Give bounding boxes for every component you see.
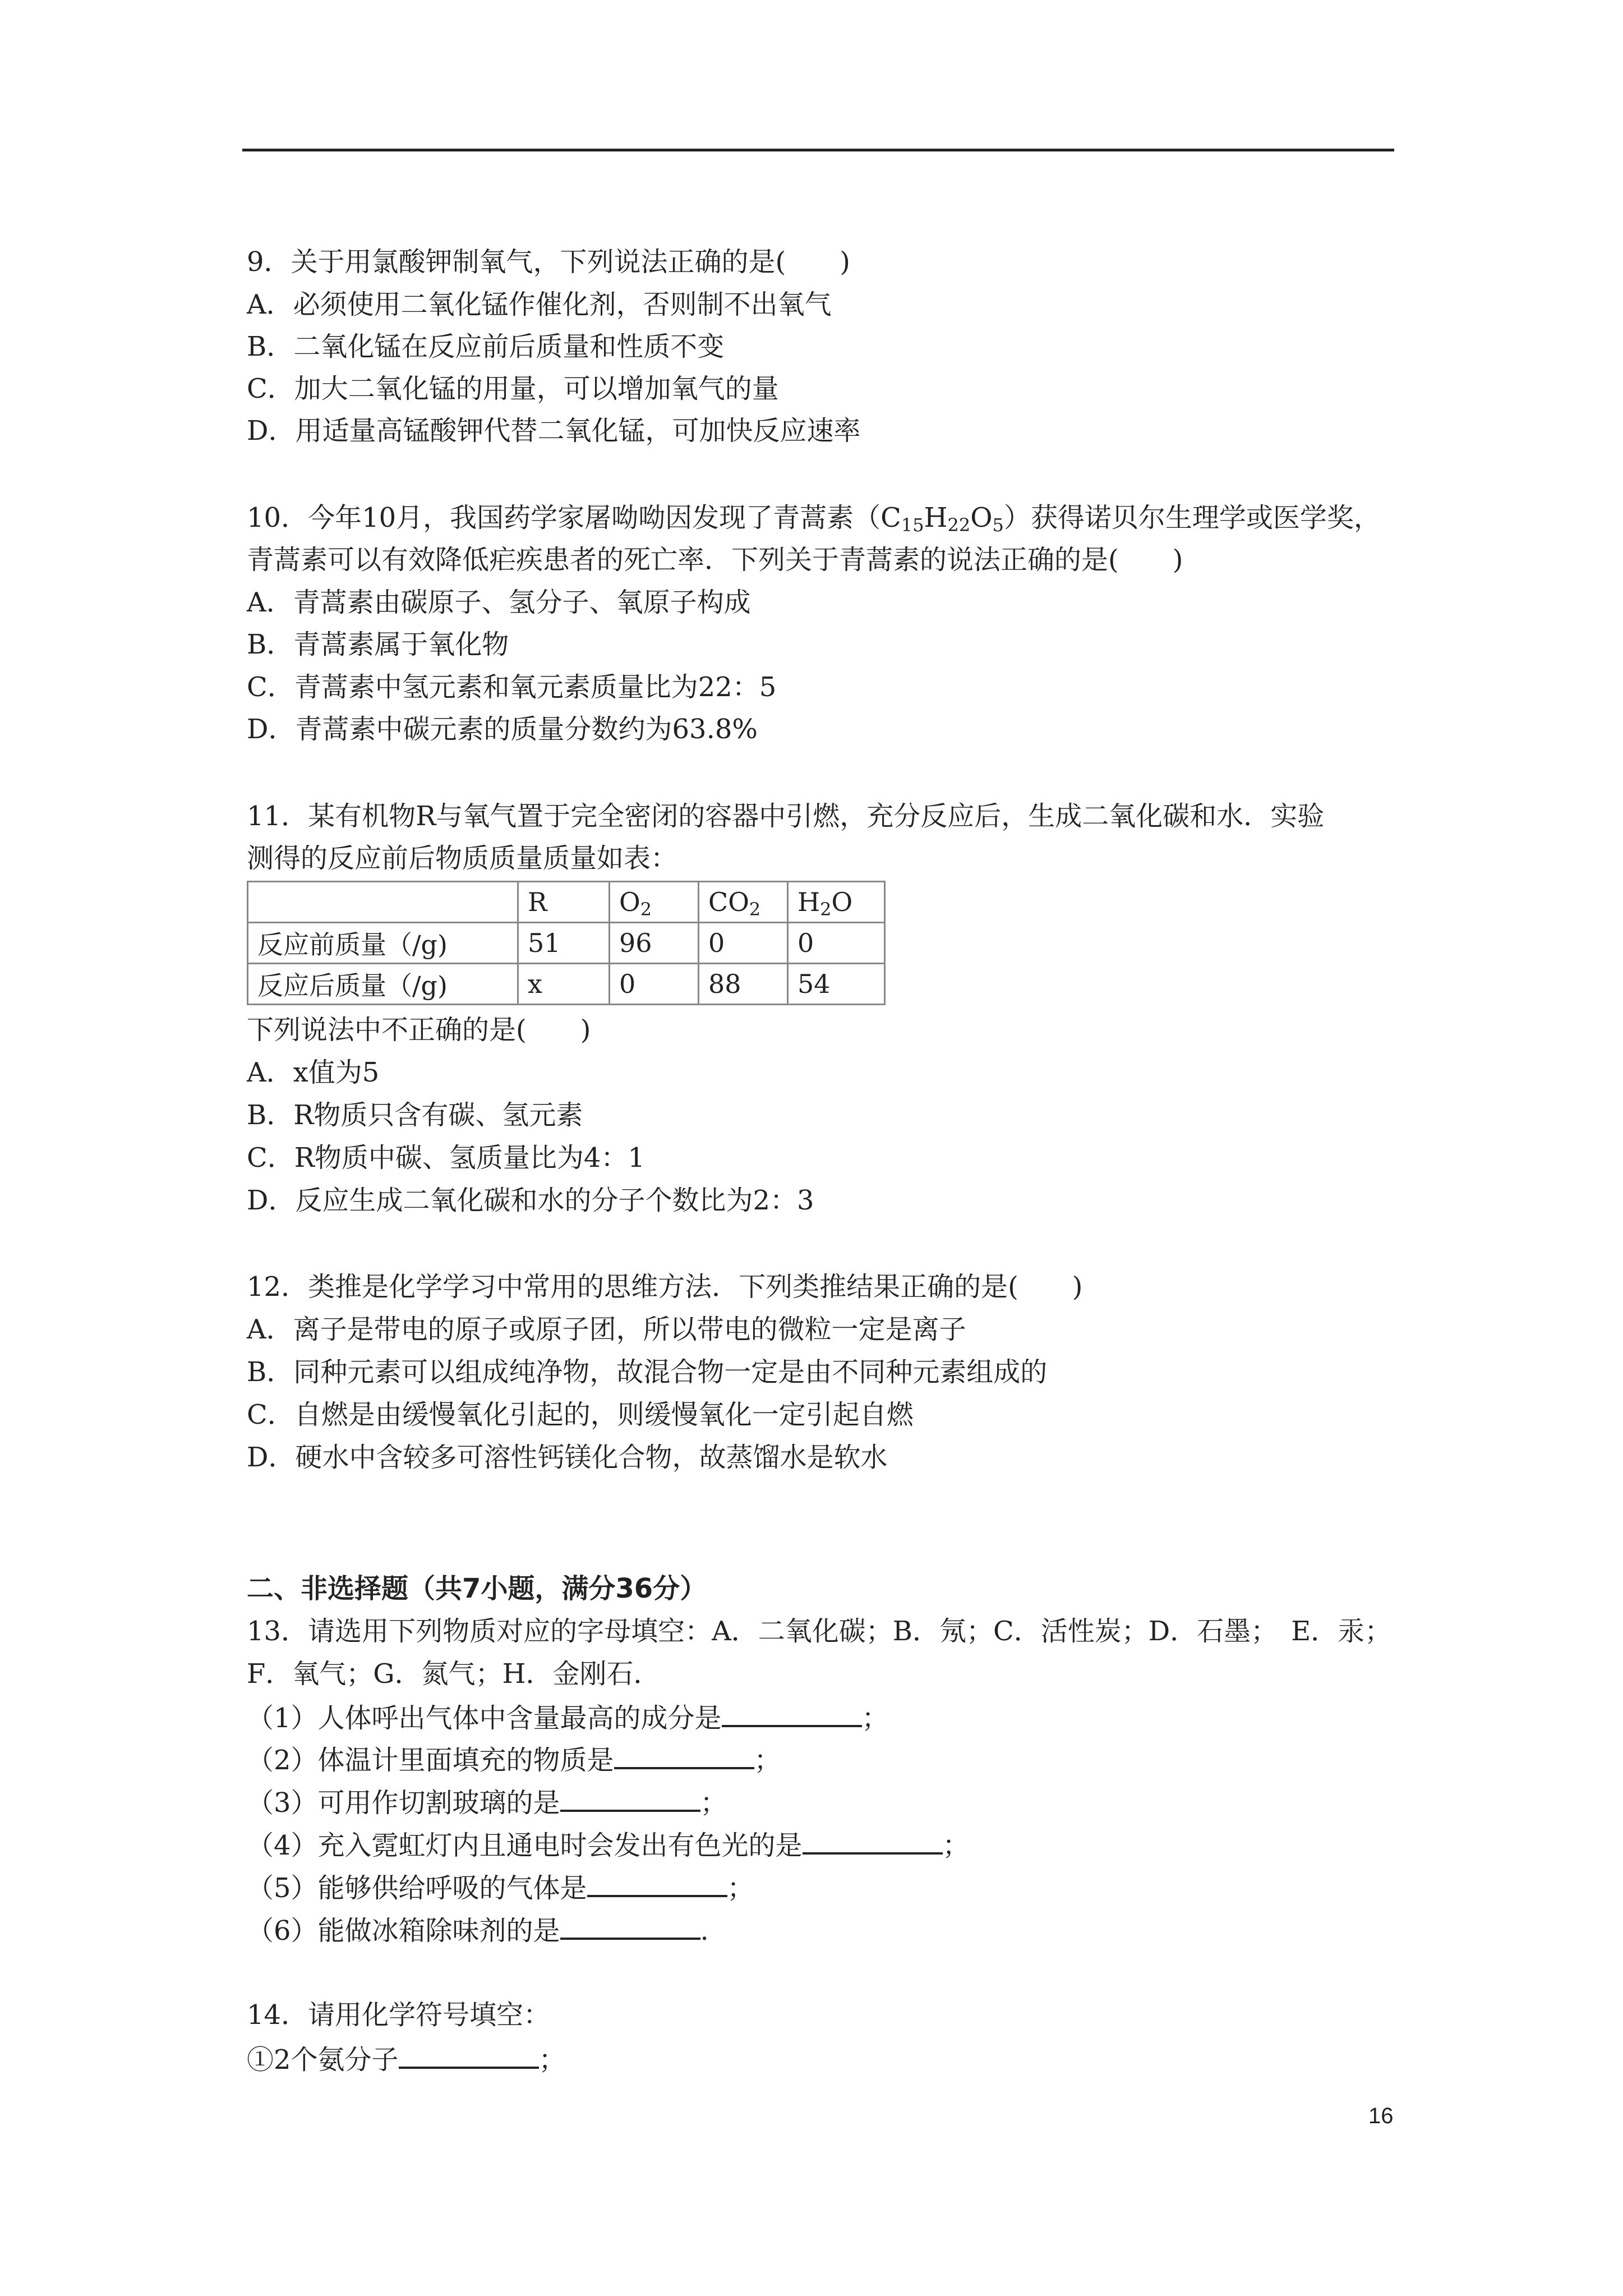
- q11-option-d: D．反应生成二氧化碳和水的分子个数比为2：3: [247, 1185, 814, 1216]
- table-row: [248, 923, 885, 964]
- q11-stem-line2: 测得的反应前后物质质量质量如表：: [247, 843, 678, 874]
- q13-item-4: （4）充入霓虹灯内且通电时会发出有色光的是 ；: [247, 1826, 970, 1862]
- q12-option-c: C．自燃是由缓慢氧化引起的，则缓慢氧化一定引起自燃: [247, 1399, 914, 1430]
- q14-item-1: ①2个氨分子 ；: [247, 2041, 566, 2077]
- q13-stem-line1: 13．请选用下列物质对应的字母填空：A．二氧化碳；B．氖；C．活性炭；D．石墨； E．汞；: [247, 1616, 1392, 1647]
- table-cell: 0: [610, 964, 699, 1005]
- answer-blank[interactable]: [587, 1869, 727, 1897]
- table-cell: 反应后质量（/g): [248, 964, 518, 1005]
- q11-stem-line1: 11．某有机物R与氧气置于完全密闭的容器中引燃，充分反应后，生成二氧化碳和水．实验: [247, 800, 1325, 832]
- q11-data-table: [247, 881, 886, 1005]
- q9-option-d: D．用适量高锰酸钾代替二氧化锰，可加快反应速率: [247, 415, 861, 447]
- q11-option-a: A．x值为5: [247, 1057, 380, 1088]
- q11-option-c: C．R物质中碳、氢质量比为4：1: [247, 1142, 645, 1174]
- table-header-h2o: $H_2O$: [788, 882, 885, 923]
- q13-item-6: （6）能做冰箱除味剂的是 .: [247, 1912, 709, 1948]
- q9-option-a: A．必须使用二氧化锰作催化剂，否则制不出氧气: [247, 289, 832, 320]
- q9-option-b: B．二氧化锰在反应前后质量和性质不变: [247, 331, 725, 362]
- q10-option-a: A．青蒿素由碳原子、氢分子、氧原子构成: [247, 587, 751, 618]
- q12-option-b: B．同种元素可以组成纯净物，故混合物一定是由不同种元素组成的: [247, 1356, 1048, 1388]
- q10-option-b: B．青蒿素属于氧化物: [247, 629, 509, 660]
- table-header-co2: $CO_2$: [699, 882, 788, 923]
- table-cell: 54: [788, 964, 885, 1005]
- table-cell: 51: [518, 923, 610, 964]
- table-cell: 88: [699, 964, 788, 1005]
- q12-stem: 12．类推是化学学习中常用的思维方法．下列类推结果正确的是( ): [247, 1271, 1083, 1303]
- table-cell: x: [518, 964, 610, 1005]
- q12-option-a: A．离子是带电的原子或原子团，所以带电的微粒一定是离子: [247, 1314, 966, 1345]
- q14-stem: 14．请用化学符号填空：: [247, 1999, 551, 2031]
- q13-stem-line2: F．氧气；G．氮气；H．金刚石．: [247, 1658, 661, 1690]
- table-corner-cell: [248, 882, 518, 923]
- answer-blank[interactable]: [722, 1699, 862, 1727]
- page-number: 16: [1368, 2104, 1394, 2128]
- table-cell: 0: [788, 923, 885, 964]
- section-heading: 二、非选择题（共7小题，满分36分）: [247, 1573, 707, 1604]
- q11-prompt: 下列说法中不正确的是( ): [247, 1014, 591, 1046]
- answer-blank[interactable]: [399, 2041, 539, 2069]
- q12-option-d: D．硬水中含较多可溶性钙镁化合物，故蒸馏水是软水: [247, 1442, 888, 1473]
- answer-blank[interactable]: [803, 1826, 943, 1855]
- q10-stem-line2: 青蒿素可以有效降低疟疾患者的死亡率．下列关于青蒿素的说法正确的是( ): [247, 544, 1183, 576]
- table-header-r: R: [518, 882, 610, 923]
- table-cell: 0: [699, 923, 788, 964]
- q9-option-c: C．加大二氧化锰的用量，可以增加氧气的量: [247, 373, 779, 404]
- answer-blank[interactable]: [560, 1784, 700, 1812]
- q11-option-b: B．R物质只含有碳、氢元素: [247, 1099, 583, 1131]
- q10-stem-line1: 10．今年10月，我国药学家屠呦呦因发现了青蒿素$(C_{15}H_{22}O_5)$获得诺贝尔生理学或医学奖，: [247, 502, 1381, 536]
- table-row: [248, 964, 885, 1005]
- table-cell: 反应前质量（/g): [248, 923, 518, 964]
- q13-item-1: （1）人体呼出气体中含量最高的成分是 ；: [247, 1699, 889, 1735]
- q9-stem: 9．关于用氯酸钾制氧气，下列说法正确的是( ): [247, 246, 850, 278]
- answer-blank[interactable]: [614, 1741, 754, 1769]
- table-header-o2: $O_2$: [610, 882, 699, 923]
- q10-option-d: D．青蒿素中碳元素的质量分数约为63.8%: [247, 714, 758, 745]
- table-header-row: [248, 882, 885, 923]
- table-cell: 96: [610, 923, 699, 964]
- answer-blank[interactable]: [560, 1912, 700, 1940]
- q13-item-2: （2）体温计里面填充的物质是 ；: [247, 1741, 781, 1777]
- q10-option-c: C．青蒿素中氢元素和氧元素质量比为22：5: [247, 671, 777, 703]
- q13-item-5: （5）能够供给呼吸的气体是 ；: [247, 1869, 754, 1905]
- q13-item-3: （3）可用作切割玻璃的是 ；: [247, 1784, 727, 1820]
- header-rule: [242, 149, 1394, 151]
